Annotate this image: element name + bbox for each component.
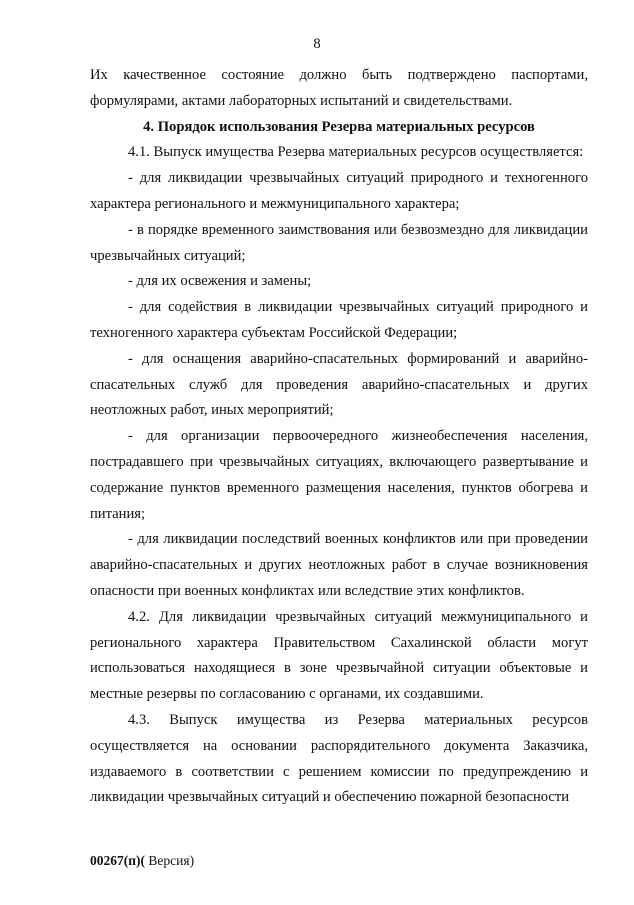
list-item-4: - для содействия в ликвидации чрезвычайных ситуаций природного и техногенного характера субъектам Российской Федерации; — [90, 299, 588, 341]
list-item-3: - для их освежения и замены; — [128, 273, 312, 290]
list-item-2: - в порядке временного заимствования или безвозмездно для ликвидации чрезвычайных ситуаций; — [90, 221, 588, 264]
list-item-5: - для оснащения аварийно-спасательных формирований и аварийно-спасательных служб для проведения аварийно-спасательных и других неотложных работ, иных мероприятий; — [90, 350, 588, 419]
document-body — [90, 63, 588, 811]
list-item-1: - для ликвидации чрезвычайных ситуаций природного и техногенного характера регионального и межмуниципального характера; — [90, 170, 588, 212]
paragraph-4-1: 4.1. Выпуск имущества Резерва материальных ресурсов осуществляется: — [128, 144, 584, 161]
paragraph-4-2: 4.2. Для ликвидации чрезвычайных ситуаций межмуниципального и регионального характера Правительством Сахалинской области могут использоваться находящиеся в зоне чрезвычайной ситуации объектовые и местные резервы по согласованию с органами, их создавшими. — [90, 608, 588, 703]
document-footer — [90, 853, 194, 869]
document-code: 00267(п)( — [90, 853, 146, 868]
page-number: 8 — [313, 36, 321, 52]
list-item-6: - для организации первоочередного жизнеобеспечения населения, пострадавшего при чрезвычайных ситуациях, включающего развертывание и содержание пунктов временного размещения населения, пунктов обогрева и питания; — [90, 428, 588, 522]
list-item-7: - для ликвидации последствий военных конфликтов или при проведении аварийно-спасательных и других неотложных работ в случае возникновения опасности при военных конфликтах или вследствие этих конфликтов. — [90, 531, 588, 599]
paragraph-4-3: 4.3. Выпуск имущества из Резерва материальных ресурсов осуществляется на основании распорядительного документа Заказчика, издаваемого в соответствии с решением комиссии по предупреждению и ликвидации чрезвычайных ситуаций и обеспечению пожарной безопасности — [90, 711, 588, 806]
document-version: Версия) — [145, 853, 195, 868]
section-heading: 4. Порядок использования Резерва материальных ресурсов — [143, 118, 535, 135]
paragraph-quality: Их качественное состояние должно быть подтверждено паспортами, формулярами, актами лабораторных испытаний и свидетельствами. — [90, 67, 588, 109]
